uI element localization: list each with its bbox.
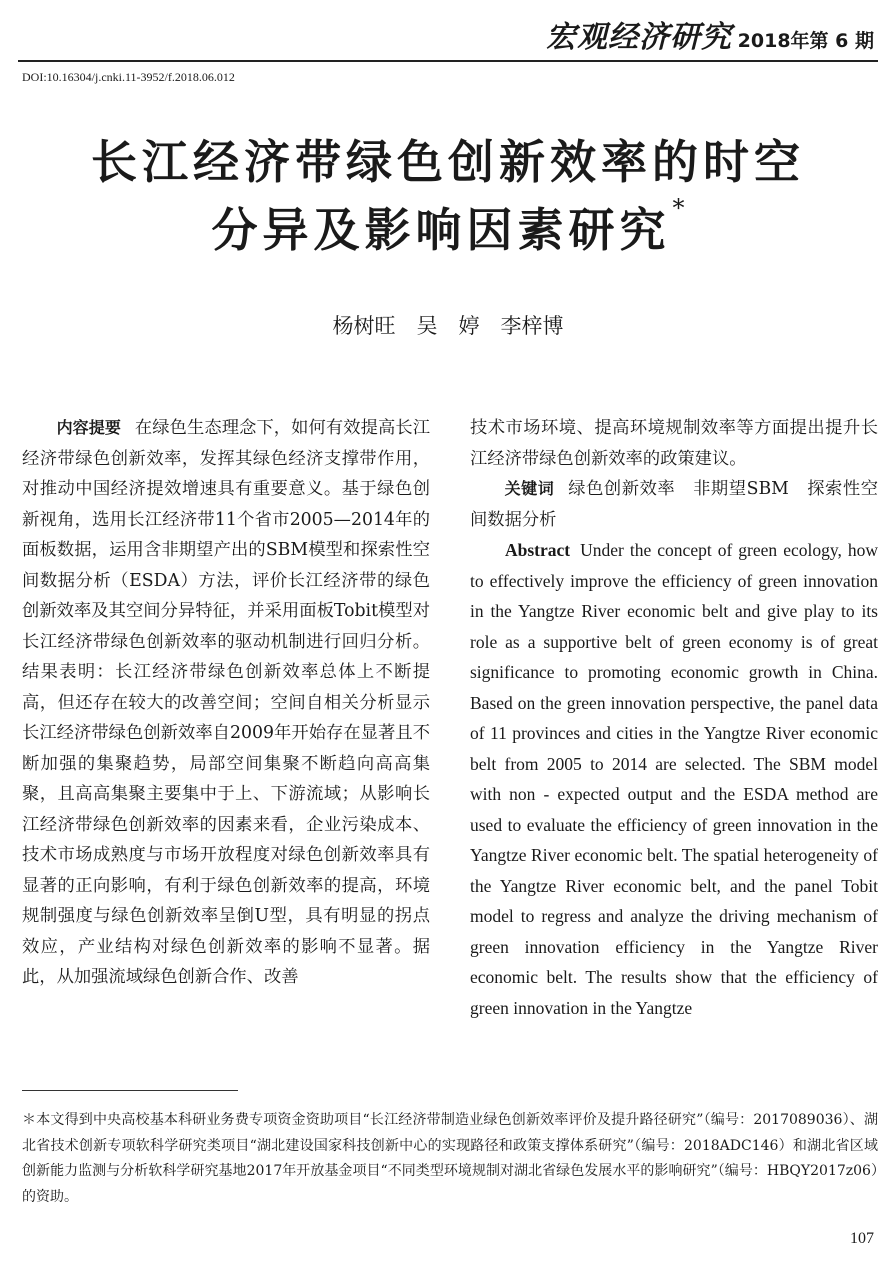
authors: 杨树旺 吴 婷 李梓博 <box>332 314 564 338</box>
title-line-2-text: 分异及影响因素研究 <box>211 203 671 257</box>
abstract-en-text: Under the concept of green ecology, how to effectively improve the efficiency of green innovation in the Yangtze River economic belt and give play to its role as a supportive belt of green economy is of great significance to promoting economic growth in China. Based on the green innovation perspective, the panel data of 11 provinces and cities in the Yangtze River economic belt from 2005 to 2014 are selected. The SBM model with non - expected output and the ESDA method are used to evaluate the efficiency of green innovation in the Yangtze River economic belt. The spatial heterogeneity of the Yangtze River economic belt, and the panel Tobit model to regress and analyze the driving mechanism of green innovation efficiency in the Yangtze River economic belt. The results show that the efficiency of green innovation in the Yangtze <box>470 540 878 1018</box>
abstract-en <box>470 535 878 1023</box>
doi: DOI:10.16304/j.cnki.11-3952/f.2018.06.012 <box>22 70 235 84</box>
keywords <box>470 474 878 535</box>
keywords-label: 关键词 <box>504 479 555 498</box>
title-footnote-mark: * <box>672 194 685 222</box>
issue-label: 2018年第 6 期 <box>737 30 874 52</box>
title-line-2 <box>0 194 896 260</box>
abstract-cn-paragraph <box>22 413 430 993</box>
header-rule <box>18 60 878 62</box>
journal-title: 宏观经济研究 <box>546 20 732 55</box>
abstract-cn-continued: 技术市场环境、提高环境规制效率等方面提出提升长江经济带绿色创新效率的政策建议。 <box>470 418 878 469</box>
abstract-cn-label: 内容提要 <box>56 418 121 437</box>
abstract-cn-left <box>22 413 430 993</box>
page-number: 107 <box>850 1230 874 1247</box>
keywords-text: 绿色创新效率 非期望SBM 探索性空间数据分析 <box>470 479 878 530</box>
title-line-1: 长江经济带绿色创新效率的时空 <box>91 135 805 189</box>
abstract-cn-text: 在绿色生态理念下，如何有效提高长江经济带绿色创新效率，发挥其绿色经济支撑带作用，对推动中国经济提效增速具有重要意义。基于绿色创新视角，选用长江经济带11个省市2005—2014年的面板数据，运用含非期望产出的SBM模型和探索性空间数据分析（ESDA）方法，评价长江经济带的绿色创新效率及其空间分异特征，并采用面板Tobit模型对长江经济带绿色创新效率的驱动机制进行回归分析。结果表明：长江经济带绿色创新效率总体上不断提高，但还存在较大的改善空间；空间自相关分析显示长江经济带绿色创新效率自2009年开始存在显著且不断加强的集聚趋势，局部空间集聚不断趋向高高集聚，且高高集聚主要集中于上、下游流域；从影响长江经济带绿色创新效率的因素来看，企业污染成本、技术市场成熟度与市场开放程度对绿色创新效率具有显著的正向影响，有利于绿色创新效率的提高，环境规制强度与绿色创新效率呈倒U型，具有明显的拐点效应，产业结构对绿色创新效率的影响不显著。据此，从加强流域绿色创新合作、改善 <box>22 418 430 987</box>
abstract-en-label: Abstract <box>505 540 571 560</box>
right-column <box>470 413 878 1023</box>
footnote-rule <box>22 1090 238 1091</box>
footnote: ＊本文得到中央高校基本科研业务费专项资金资助项目“长江经济带制造业绿色创新效率评价及提升路径研究”（编号：2017089036）、湖北省技术创新专项软科学研究类项目“湖北建设国家科技创新中心的实现路径和政策支撑体系研究”（编号：2018ADC146）和湖北省区域创新能力监测与分析软科学研究基地2017年开放基金项目“不同类型环境规制对湖北省绿色发展水平的影响研究”（编号：HBQY2017z06）的资助。 <box>22 1112 878 1205</box>
